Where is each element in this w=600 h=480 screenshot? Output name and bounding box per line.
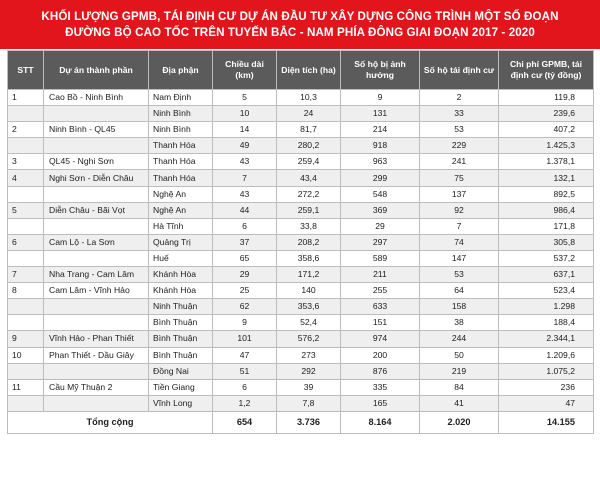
cell-stt bbox=[8, 363, 44, 379]
cell-project bbox=[44, 250, 149, 266]
cell-length: 6 bbox=[213, 379, 277, 395]
cell-households-resettled: 158 bbox=[420, 299, 499, 315]
cell-province: Ninh Thuận bbox=[149, 299, 213, 315]
cell-length: 65 bbox=[213, 250, 277, 266]
total-label: Tổng cộng bbox=[8, 411, 213, 433]
table-row bbox=[8, 90, 594, 106]
cell-households-resettled: 74 bbox=[420, 234, 499, 250]
cell-project: Diễn Châu - Bãi Vọt bbox=[44, 202, 149, 218]
cell-length: 9 bbox=[213, 315, 277, 331]
table-row bbox=[8, 315, 594, 331]
table-row bbox=[8, 395, 594, 411]
cell-households-affected: 876 bbox=[341, 363, 420, 379]
cell-households-resettled: 53 bbox=[420, 122, 499, 138]
cell-length: 43 bbox=[213, 154, 277, 170]
cell-province: Ninh Bình bbox=[149, 122, 213, 138]
cell-project bbox=[44, 315, 149, 331]
cell-cost: 171,8 bbox=[499, 218, 594, 234]
cell-cost: 1.378,1 bbox=[499, 154, 594, 170]
table-row bbox=[8, 186, 594, 202]
cell-cost: 986,4 bbox=[499, 202, 594, 218]
cell-stt: 4 bbox=[8, 170, 44, 186]
cell-cost: 239,6 bbox=[499, 106, 594, 122]
cell-stt: 9 bbox=[8, 331, 44, 347]
header-province: Địa phận bbox=[149, 51, 213, 90]
cell-cost: 47 bbox=[499, 395, 594, 411]
cell-cost: 236 bbox=[499, 379, 594, 395]
cell-area: 259,1 bbox=[277, 202, 341, 218]
table-row bbox=[8, 299, 594, 315]
cell-province: Huế bbox=[149, 250, 213, 266]
cell-province: Nghệ An bbox=[149, 202, 213, 218]
cell-cost: 1.209,6 bbox=[499, 347, 594, 363]
cell-stt bbox=[8, 395, 44, 411]
title-line-1: KHỐI LƯỢNG GPMB, TÁI ĐỊNH CƯ DỰ ÁN ĐẦU TƯ XÂY DỰNG CÔNG TRÌNH MỘT SỐ ĐOẠN bbox=[41, 9, 559, 23]
total-row bbox=[8, 411, 594, 433]
cell-province: Bình Thuận bbox=[149, 331, 213, 347]
cell-area: 576,2 bbox=[277, 331, 341, 347]
cell-project: Cầu Mỹ Thuận 2 bbox=[44, 379, 149, 395]
cell-length: 29 bbox=[213, 267, 277, 283]
cell-area: 10,3 bbox=[277, 90, 341, 106]
cell-households-affected: 589 bbox=[341, 250, 420, 266]
table-row bbox=[8, 267, 594, 283]
cell-households-affected: 974 bbox=[341, 331, 420, 347]
cell-length: 51 bbox=[213, 363, 277, 379]
cell-length: 5 bbox=[213, 90, 277, 106]
cell-project: Nha Trang - Cam Lâm bbox=[44, 267, 149, 283]
cell-households-resettled: 241 bbox=[420, 154, 499, 170]
cell-stt: 10 bbox=[8, 347, 44, 363]
cell-households-resettled: 2 bbox=[420, 90, 499, 106]
cell-length: 62 bbox=[213, 299, 277, 315]
cell-province: Khánh Hòa bbox=[149, 267, 213, 283]
total-affected: 8.164 bbox=[341, 411, 420, 433]
table-row bbox=[8, 347, 594, 363]
cell-length: 47 bbox=[213, 347, 277, 363]
cell-project bbox=[44, 106, 149, 122]
cell-households-affected: 151 bbox=[341, 315, 420, 331]
cell-cost: 1.425,3 bbox=[499, 138, 594, 154]
cell-cost: 637,1 bbox=[499, 267, 594, 283]
cell-stt bbox=[8, 299, 44, 315]
cell-households-affected: 131 bbox=[341, 106, 420, 122]
cell-households-resettled: 33 bbox=[420, 106, 499, 122]
cell-households-affected: 633 bbox=[341, 299, 420, 315]
cell-stt: 2 bbox=[8, 122, 44, 138]
table-row bbox=[8, 283, 594, 299]
table-row bbox=[8, 363, 594, 379]
cell-cost: 892,5 bbox=[499, 186, 594, 202]
cell-households-affected: 297 bbox=[341, 234, 420, 250]
cell-households-affected: 165 bbox=[341, 395, 420, 411]
table-body bbox=[8, 90, 594, 412]
cell-area: 292 bbox=[277, 363, 341, 379]
cell-province: Vĩnh Long bbox=[149, 395, 213, 411]
total-area: 3.736 bbox=[277, 411, 341, 433]
cell-stt bbox=[8, 106, 44, 122]
cell-project: Cam Lộ - La Sơn bbox=[44, 234, 149, 250]
cell-length: 44 bbox=[213, 202, 277, 218]
table-row bbox=[8, 379, 594, 395]
cell-households-affected: 335 bbox=[341, 379, 420, 395]
cell-project: QL45 - Nghi Sơn bbox=[44, 154, 149, 170]
cell-households-affected: 299 bbox=[341, 170, 420, 186]
header-area: Diện tích (ha) bbox=[277, 51, 341, 90]
cell-households-affected: 214 bbox=[341, 122, 420, 138]
cell-households-resettled: 137 bbox=[420, 186, 499, 202]
cell-stt bbox=[8, 315, 44, 331]
cell-province: Tiền Giang bbox=[149, 379, 213, 395]
cell-stt: 7 bbox=[8, 267, 44, 283]
table-row bbox=[8, 154, 594, 170]
cell-stt: 3 bbox=[8, 154, 44, 170]
cell-cost: 537,2 bbox=[499, 250, 594, 266]
cell-households-resettled: 92 bbox=[420, 202, 499, 218]
header-households-resettled: Số hộ tái định cư bbox=[420, 51, 499, 90]
total-resettled: 2.020 bbox=[420, 411, 499, 433]
table-row bbox=[8, 202, 594, 218]
cell-households-affected: 200 bbox=[341, 347, 420, 363]
cell-project bbox=[44, 299, 149, 315]
cell-province: Bình Thuận bbox=[149, 315, 213, 331]
cell-cost: 523,4 bbox=[499, 283, 594, 299]
data-table bbox=[7, 50, 594, 434]
table-row bbox=[8, 170, 594, 186]
title-line-2: ĐƯỜNG BỘ CAO TỐC TRÊN TUYẾN BẮC - NAM PHÍA ĐÔNG GIAI ĐOẠN 2017 - 2020 bbox=[65, 25, 535, 39]
cell-length: 10 bbox=[213, 106, 277, 122]
cell-province: Bình Thuận bbox=[149, 347, 213, 363]
cell-households-affected: 918 bbox=[341, 138, 420, 154]
cell-households-resettled: 64 bbox=[420, 283, 499, 299]
cell-project bbox=[44, 395, 149, 411]
cell-length: 6 bbox=[213, 218, 277, 234]
table-header-row bbox=[8, 51, 594, 90]
total-cost: 14.155 bbox=[499, 411, 594, 433]
cell-length: 37 bbox=[213, 234, 277, 250]
cell-households-affected: 548 bbox=[341, 186, 420, 202]
cell-area: 273 bbox=[277, 347, 341, 363]
cell-length: 25 bbox=[213, 283, 277, 299]
title-banner bbox=[0, 0, 600, 49]
table-row bbox=[8, 218, 594, 234]
cell-province: Quảng Trị bbox=[149, 234, 213, 250]
cell-stt bbox=[8, 186, 44, 202]
cell-households-resettled: 7 bbox=[420, 218, 499, 234]
cell-stt bbox=[8, 218, 44, 234]
cell-households-resettled: 229 bbox=[420, 138, 499, 154]
cell-project: Phan Thiết - Dầu Giây bbox=[44, 347, 149, 363]
cell-area: 353,6 bbox=[277, 299, 341, 315]
cell-cost: 305,8 bbox=[499, 234, 594, 250]
cell-area: 33,8 bbox=[277, 218, 341, 234]
cell-project bbox=[44, 218, 149, 234]
header-project: Dự án thành phần bbox=[44, 51, 149, 90]
cell-households-affected: 255 bbox=[341, 283, 420, 299]
cell-project: Vĩnh Hảo - Phan Thiết bbox=[44, 331, 149, 347]
cell-households-resettled: 41 bbox=[420, 395, 499, 411]
cell-project bbox=[44, 138, 149, 154]
cell-area: 272,2 bbox=[277, 186, 341, 202]
cell-households-resettled: 219 bbox=[420, 363, 499, 379]
cell-stt bbox=[8, 250, 44, 266]
cell-area: 43,4 bbox=[277, 170, 341, 186]
cell-length: 49 bbox=[213, 138, 277, 154]
cell-cost: 188,4 bbox=[499, 315, 594, 331]
cell-stt: 6 bbox=[8, 234, 44, 250]
cell-cost: 1.075,2 bbox=[499, 363, 594, 379]
cell-province: Thanh Hóa bbox=[149, 138, 213, 154]
cell-households-resettled: 244 bbox=[420, 331, 499, 347]
cell-area: 280,2 bbox=[277, 138, 341, 154]
cell-project bbox=[44, 363, 149, 379]
cell-province: Ninh Bình bbox=[149, 106, 213, 122]
cell-stt: 1 bbox=[8, 90, 44, 106]
cell-households-affected: 9 bbox=[341, 90, 420, 106]
table-row bbox=[8, 106, 594, 122]
table-row bbox=[8, 122, 594, 138]
cell-households-resettled: 75 bbox=[420, 170, 499, 186]
cell-project bbox=[44, 186, 149, 202]
cell-households-affected: 963 bbox=[341, 154, 420, 170]
cell-province: Đồng Nai bbox=[149, 363, 213, 379]
cell-length: 1,2 bbox=[213, 395, 277, 411]
cell-project: Cam Lâm - Vĩnh Hảo bbox=[44, 283, 149, 299]
total-length: 654 bbox=[213, 411, 277, 433]
cell-stt: 11 bbox=[8, 379, 44, 395]
cell-cost: 132,1 bbox=[499, 170, 594, 186]
cell-area: 39 bbox=[277, 379, 341, 395]
table-row bbox=[8, 250, 594, 266]
cell-province: Khánh Hòa bbox=[149, 283, 213, 299]
cell-households-affected: 369 bbox=[341, 202, 420, 218]
table-row bbox=[8, 138, 594, 154]
cell-stt: 5 bbox=[8, 202, 44, 218]
cell-cost: 119,8 bbox=[499, 90, 594, 106]
cell-households-affected: 211 bbox=[341, 267, 420, 283]
cell-area: 358,6 bbox=[277, 250, 341, 266]
cell-area: 171,2 bbox=[277, 267, 341, 283]
cell-project: Cao Bồ - Ninh Bình bbox=[44, 90, 149, 106]
cell-stt: 8 bbox=[8, 283, 44, 299]
cell-area: 259,4 bbox=[277, 154, 341, 170]
cell-cost: 407,2 bbox=[499, 122, 594, 138]
cell-households-resettled: 38 bbox=[420, 315, 499, 331]
table-row bbox=[8, 331, 594, 347]
cell-households-resettled: 53 bbox=[420, 267, 499, 283]
cell-length: 14 bbox=[213, 122, 277, 138]
table-row bbox=[8, 234, 594, 250]
cell-area: 140 bbox=[277, 283, 341, 299]
cell-province: Nam Định bbox=[149, 90, 213, 106]
cell-households-resettled: 84 bbox=[420, 379, 499, 395]
cell-project: Ninh Bình - QL45 bbox=[44, 122, 149, 138]
cell-project: Nghi Sơn - Diễn Châu bbox=[44, 170, 149, 186]
header-length: Chiều dài (km) bbox=[213, 51, 277, 90]
cell-area: 7,8 bbox=[277, 395, 341, 411]
cell-area: 81,7 bbox=[277, 122, 341, 138]
cell-households-resettled: 50 bbox=[420, 347, 499, 363]
cell-cost: 1.298 bbox=[499, 299, 594, 315]
header-households-affected: Số hộ bị ảnh hưởng bbox=[341, 51, 420, 90]
header-cost: Chi phí GPMB, tái định cư (tỷ đồng) bbox=[499, 51, 594, 90]
cell-cost: 2.344,1 bbox=[499, 331, 594, 347]
cell-area: 52,4 bbox=[277, 315, 341, 331]
cell-province: Nghệ An bbox=[149, 186, 213, 202]
cell-length: 7 bbox=[213, 170, 277, 186]
cell-province: Thanh Hóa bbox=[149, 170, 213, 186]
cell-households-affected: 29 bbox=[341, 218, 420, 234]
header-stt: STT bbox=[8, 51, 44, 90]
cell-province: Hà Tĩnh bbox=[149, 218, 213, 234]
cell-stt bbox=[8, 138, 44, 154]
cell-households-resettled: 147 bbox=[420, 250, 499, 266]
cell-length: 101 bbox=[213, 331, 277, 347]
cell-province: Thanh Hóa bbox=[149, 154, 213, 170]
cell-area: 24 bbox=[277, 106, 341, 122]
cell-length: 43 bbox=[213, 186, 277, 202]
cell-area: 208,2 bbox=[277, 234, 341, 250]
